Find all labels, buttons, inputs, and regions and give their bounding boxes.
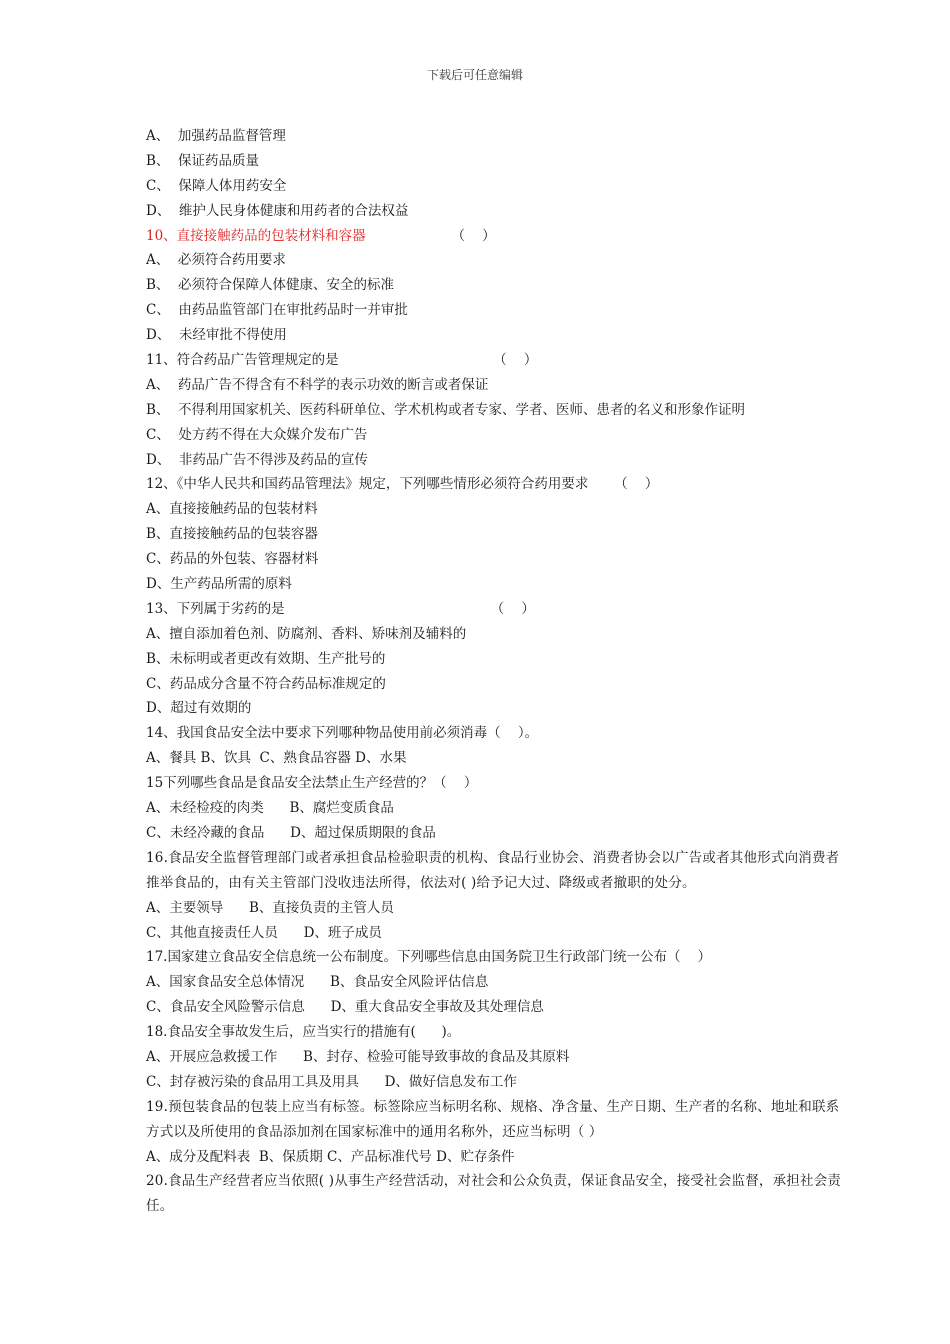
line-text: D、生产药品所需的原料 — [146, 576, 292, 593]
line-text: D、 未经审批不得使用 — [146, 327, 287, 344]
text-line — [146, 348, 851, 373]
text-line — [146, 672, 851, 697]
text-line — [146, 373, 851, 398]
line-text: B、直接接触药品的包装容器 — [146, 526, 318, 543]
text-line — [146, 472, 851, 497]
text-line — [146, 522, 851, 547]
line-text: 16.食品安全监督管理部门或者承担食品检验职责的机构、食品行业协会、消费者协会以广告或者其他形式向消费者推举食品的，由有关主管部门没收违法所得，依法对( )给予记大过、降级或者撤职的处分。 — [146, 849, 840, 891]
line-text: 19.预包装食品的包装上应当有标签。标签除应当标明名称、规格、净含量、生产日期、生产者的名称、地址和联系方式以及所使用的食品添加剂在国家标准中的通用名称外，还应当标明（ ） — [146, 1098, 840, 1140]
line-text: 15下列哪些食品是食品安全法禁止生产经营的？（ ） — [146, 775, 478, 792]
text-line — [146, 771, 851, 796]
line-text: 11、符合药品广告管理规定的是 （ ） — [146, 352, 538, 369]
line-text: D、超过有效期的 — [146, 700, 252, 717]
line-text: A、主要领导 B、直接负责的主管人员 — [146, 899, 394, 916]
line-text: 17.国家建立食品安全信息统一公布制度。下列哪些信息由国务院卫生行政部门统一公布（ ） — [146, 949, 712, 966]
text-line — [146, 1095, 851, 1145]
answer-blank: （ ） — [365, 227, 496, 244]
line-text: D、 非药品广告不得涉及药品的宣传 — [146, 451, 368, 468]
text-line — [146, 821, 851, 846]
line-text: A、擅自添加着色剂、防腐剂、香料、矫味剂及辅料的 — [146, 625, 467, 642]
text-line — [146, 1045, 851, 1070]
text-line — [146, 1020, 851, 1045]
text-line — [146, 124, 851, 149]
line-text: C、 由药品监管部门在审批药品时一并审批 — [146, 302, 408, 319]
text-line — [146, 149, 851, 174]
text-line — [146, 696, 851, 721]
text-line — [146, 1070, 851, 1095]
line-text: C、药品的外包装、容器材料 — [146, 551, 319, 568]
line-text: A、 药品广告不得含有不科学的表示功效的断言或者保证 — [146, 376, 489, 393]
text-line — [146, 597, 851, 622]
line-text: B、 保证药品质量 — [146, 152, 260, 169]
text-line — [146, 647, 851, 672]
line-text: C、其他直接责任人员 D、班子成员 — [146, 924, 382, 941]
text-line — [146, 622, 851, 647]
line-text: C、药品成分含量不符合药品标准规定的 — [146, 675, 386, 692]
line-text: A、 加强药品监督管理 — [146, 128, 286, 144]
text-line — [146, 547, 851, 572]
line-text: 12、《中华人民共和国药品管理法》规定，下列哪些情形必须符合药用要求 （ ） — [146, 476, 659, 493]
text-line — [146, 497, 851, 522]
line-text: 13、下列属于劣药的是 （ ） — [146, 600, 535, 617]
line-text: C、 处方药不得在大众媒介发布广告 — [146, 426, 368, 443]
question-list — [146, 124, 851, 1219]
text-line — [146, 423, 851, 448]
line-text: 10、直接接触药品的包装材料和容器 — [146, 227, 366, 244]
line-text: 20.食品生产经营者应当依照( )从事生产经营活动，对社会和公众负责，保证食品安全，接受社会监督，承担社会责任。 — [146, 1173, 842, 1215]
line-text: C、 保障人体用药安全 — [146, 177, 287, 194]
text-line — [146, 448, 851, 473]
line-text: C、食品安全风险警示信息 D、重大食品安全事故及其处理信息 — [146, 999, 544, 1016]
text-line — [146, 846, 851, 896]
text-line — [146, 572, 851, 597]
line-text: 18.食品安全事故发生后，应当实行的措施有( )。 — [146, 1024, 461, 1041]
line-text: D、 维护人民身体健康和用药者的合法权益 — [146, 202, 409, 219]
line-text: A、直接接触药品的包装材料 — [146, 501, 318, 518]
text-line — [146, 1169, 851, 1219]
line-text: B、未标明或者更改有效期、生产批号的 — [146, 650, 386, 667]
line-text: C、未经冷藏的食品 D、超过保质期限的食品 — [146, 824, 436, 841]
line-text: A、餐具 B、饮具 C、熟食品容器 D、水果 — [146, 750, 407, 767]
text-line — [146, 945, 851, 970]
text-line — [146, 921, 851, 946]
text-line — [146, 398, 851, 423]
line-text: A、 必须符合药用要求 — [146, 252, 286, 269]
line-text: B、 必须符合保障人体健康、安全的标准 — [146, 277, 395, 294]
text-line — [146, 970, 851, 995]
text-line — [146, 995, 851, 1020]
text-line — [146, 896, 851, 921]
text-line — [146, 1145, 851, 1170]
line-text: A、未经检疫的肉类 B、腐烂变质食品 — [146, 800, 394, 817]
text-line — [146, 298, 851, 323]
text-line — [146, 746, 851, 771]
text-line — [146, 323, 851, 348]
line-text: A、成分及配料表 B、保质期 C、产品标准代号 D、贮存条件 — [146, 1148, 515, 1165]
line-text: B、 不得利用国家机关、医药科研单位、学术机构或者专家、学者、医师、患者的名义和形象作证明 — [146, 401, 746, 418]
page-header: 下载后可任意编辑 — [426, 68, 523, 82]
line-text: A、开展应急救援工作 B、封存、检验可能导致事故的食品及其原料 — [146, 1048, 570, 1065]
line-text: 14、我国食品安全法中要求下列哪种物品使用前必须消毒（ ）。 — [146, 725, 539, 742]
line-text: C、封存被污染的食品用工具及用具 D、做好信息发布工作 — [146, 1073, 517, 1090]
text-line — [146, 796, 851, 821]
text-line — [146, 199, 851, 224]
text-line — [146, 248, 851, 273]
text-line — [146, 224, 851, 249]
text-line — [146, 273, 851, 298]
line-text: A、国家食品安全总体情况 B、食品安全风险评估信息 — [146, 974, 489, 991]
text-line — [146, 721, 851, 746]
text-line — [146, 174, 851, 199]
